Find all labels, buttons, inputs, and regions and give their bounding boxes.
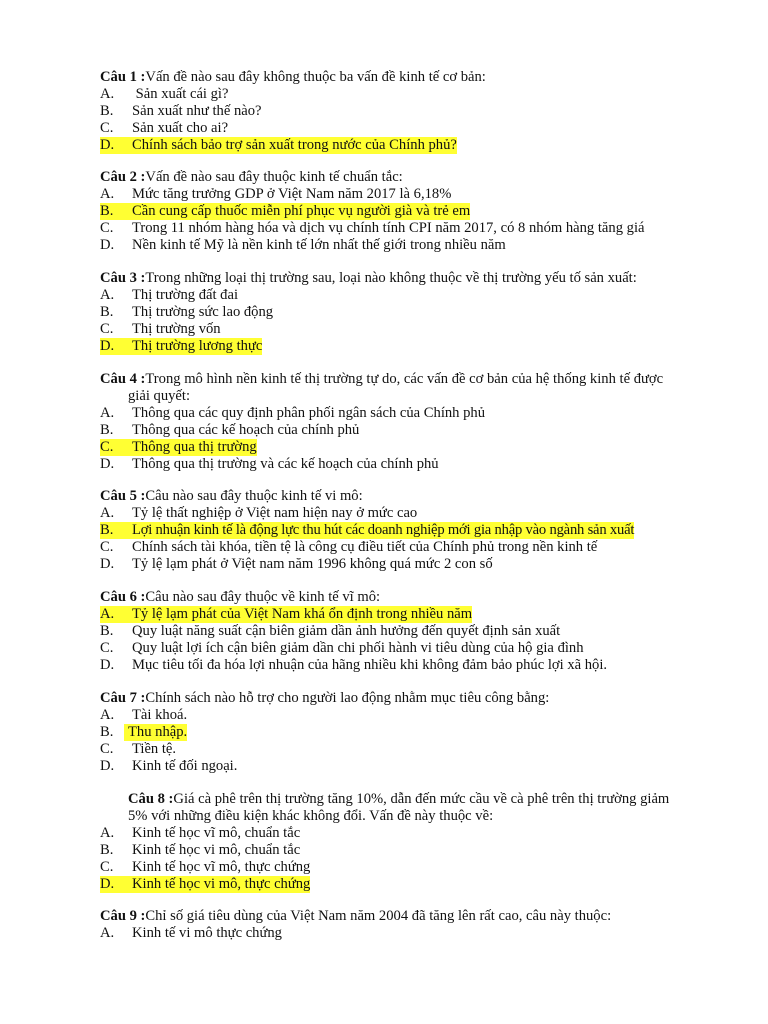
question-number: Câu 1 :	[100, 69, 146, 85]
option-d	[100, 758, 720, 775]
question-text-continued: giải quyết:	[128, 388, 191, 404]
option-text: Thị trường lương thực	[132, 338, 263, 354]
option-text: Tỷ lệ lạm phát của Việt Nam khá ổn định trong nhiều năm	[132, 606, 473, 622]
option-text: Tỷ lệ thất nghiệp ở Việt nam hiện nay ở mức cao	[132, 505, 418, 521]
option-a	[100, 186, 720, 203]
option-a	[100, 925, 720, 942]
option-text: Tài khoá.	[132, 707, 188, 723]
option-c	[100, 220, 720, 237]
option-text: Quy luật lợi ích cận biên giảm dần chi phối hành vi tiêu dùng của hộ gia đình	[132, 640, 584, 656]
option-text: Mức tăng trưởng GDP ở Việt Nam năm 2017 là 6,18%	[132, 186, 452, 202]
option-letter: A.	[100, 405, 115, 421]
option-a	[100, 86, 720, 103]
question-number: Câu 6 :	[100, 589, 146, 605]
option-text: Kinh tế vi mô thực chứng	[132, 925, 282, 941]
option-b	[100, 842, 720, 859]
option-text: Thông qua thị trường và các kế hoạch của chính phủ	[132, 456, 439, 472]
option-letter: B.	[100, 623, 114, 639]
option-letter: A.	[100, 86, 115, 102]
option-c	[100, 321, 720, 338]
option-letter: D.	[100, 137, 115, 153]
option-text: Thị trường đất đai	[132, 287, 239, 303]
option-d-correct	[100, 137, 720, 154]
option-letter: B.	[100, 842, 114, 858]
option-text: Lợi nhuận kinh tế là động lực thu hút các doanh nghiệp mới gia nhập vào ngành sản xuất	[132, 522, 635, 538]
option-text: Thị trường sức lao động	[132, 304, 274, 320]
option-a	[100, 405, 720, 422]
option-letter: C.	[100, 220, 114, 236]
option-letter: A.	[100, 505, 115, 521]
option-d-correct	[100, 338, 720, 355]
option-text: Thu nhập.	[124, 724, 187, 741]
option-c	[100, 539, 720, 556]
option-letter: B.	[100, 724, 114, 740]
option-letter: C.	[100, 741, 114, 757]
option-text: Sản xuất như thế nào?	[132, 103, 262, 119]
option-c	[100, 120, 720, 137]
question-8	[100, 791, 720, 893]
option-letter: A.	[100, 825, 115, 841]
option-d	[100, 456, 720, 473]
question-number: Câu 5 :	[100, 488, 146, 504]
question-number: Câu 8 :	[128, 791, 174, 807]
question-number: Câu 3 :	[100, 270, 146, 286]
option-letter: D.	[100, 338, 115, 354]
option-letter: A.	[100, 606, 115, 622]
option-b	[100, 304, 720, 321]
question-text: Vấn đề nào sau đây không thuộc ba vấn đề kinh tế cơ bản:	[145, 69, 486, 85]
option-letter: A.	[100, 925, 115, 941]
question-7	[100, 690, 720, 775]
option-letter: C.	[100, 640, 114, 656]
option-b-correct	[100, 724, 720, 741]
option-letter: D.	[100, 456, 115, 472]
option-a-correct	[100, 606, 720, 623]
question-text: Chính sách nào hỗ trợ cho người lao động nhằm mục tiêu công bằng:	[145, 690, 550, 706]
option-text: Tiền tệ.	[132, 741, 177, 757]
option-text: Nền kinh tế Mỹ là nền kinh tế lớn nhất thế giới trong nhiều năm	[132, 237, 506, 253]
option-letter: D.	[100, 876, 115, 892]
option-a	[100, 707, 720, 724]
option-text: Mục tiêu tối đa hóa lợi nhuận của hãng nhiều khi không đảm bảo phúc lợi xã hội.	[132, 657, 608, 673]
option-letter: D.	[100, 556, 115, 572]
option-letter: C.	[100, 321, 114, 337]
option-b	[100, 623, 720, 640]
option-b	[100, 422, 720, 439]
option-text: Chính sách bảo trợ sản xuất trong nước của Chính phủ?	[132, 137, 457, 153]
question-text: Giá cà phê trên thị trường tăng 10%, dẫn đến mức cầu về cà phê trên thị trường giảm	[173, 791, 670, 807]
question-text: Câu nào sau đây thuộc về kinh tế vĩ mô:	[145, 589, 381, 605]
option-letter: C.	[100, 439, 114, 455]
option-letter: D.	[100, 758, 115, 774]
option-a	[100, 825, 720, 842]
option-text: Thông qua các quy định phân phối ngân sách của Chính phủ	[132, 405, 486, 421]
option-text: Sản xuất cho ai?	[132, 120, 229, 136]
option-letter: B.	[100, 203, 114, 219]
option-letter: A.	[100, 287, 115, 303]
option-letter: B.	[100, 103, 114, 119]
option-text: Trong 11 nhóm hàng hóa và dịch vụ chính tính CPI năm 2017, có 8 nhóm hàng tăng giá	[132, 220, 645, 236]
option-a	[100, 505, 720, 522]
option-text: Tỷ lệ lạm phát ở Việt nam năm 1996 không quá mức 2 con số	[132, 556, 493, 572]
option-c	[100, 741, 720, 758]
question-text: Câu nào sau đây thuộc kinh tế vi mô:	[145, 488, 363, 504]
option-letter: C.	[100, 539, 114, 555]
question-number: Câu 9 :	[100, 908, 146, 924]
option-letter: A.	[100, 186, 115, 202]
option-d	[100, 556, 720, 573]
option-text: Cần cung cấp thuốc miễn phí phục vụ người già và trẻ em	[132, 203, 471, 219]
question-6	[100, 589, 720, 674]
question-1	[100, 69, 720, 154]
option-text: Thị trường vốn	[132, 321, 221, 337]
option-letter: C.	[100, 859, 114, 875]
option-b-correct	[100, 203, 720, 220]
option-c	[100, 859, 720, 876]
question-text: Chỉ số giá tiêu dùng của Việt Nam năm 2004 đã tăng lên rất cao, câu này thuộc:	[145, 908, 612, 924]
question-2	[100, 169, 720, 254]
option-d	[100, 237, 720, 254]
option-d-correct	[100, 876, 720, 893]
question-3	[100, 270, 720, 355]
option-c-correct	[100, 439, 720, 456]
option-text: Chính sách tài khóa, tiền tệ là công cụ điều tiết của Chính phủ trong nền kinh tế	[132, 539, 598, 555]
question-text-continued: 5% với những điều kiện khác không đổi. Vấn đề này thuộc về:	[128, 808, 494, 824]
option-text: Sản xuất cái gì?	[132, 86, 229, 102]
option-text: Kinh tế học vi mô, chuẩn tắc	[132, 842, 301, 858]
option-d	[100, 657, 720, 674]
option-letter: B.	[100, 422, 114, 438]
question-number: Câu 7 :	[100, 690, 146, 706]
option-b-correct	[100, 522, 720, 539]
option-letter: D.	[100, 237, 115, 253]
option-c	[100, 640, 720, 657]
option-a	[100, 287, 720, 304]
option-text: Kinh tế đối ngoại.	[132, 758, 238, 774]
option-text: Kinh tế học vĩ mô, thực chứng	[132, 859, 311, 875]
question-4	[100, 371, 720, 473]
option-letter: B.	[100, 304, 114, 320]
option-letter: B.	[100, 522, 114, 538]
option-text: Thông qua các kế hoạch của chính phủ	[132, 422, 360, 438]
question-9	[100, 908, 720, 942]
question-number: Câu 4 :	[100, 371, 146, 387]
option-letter: A.	[100, 707, 115, 723]
question-text: Vấn đề nào sau đây thuộc kinh tế chuẩn tắc:	[145, 169, 403, 185]
question-text: Trong mô hình nền kinh tế thị trường tự do, các vấn đề cơ bản của hệ thống kinh tế được	[145, 371, 664, 387]
question-text: Trong những loại thị trường sau, loại nào không thuộc về thị trường yếu tố sản xuất:	[145, 270, 637, 286]
option-text: Kinh tế học vĩ mô, chuẩn tắc	[132, 825, 301, 841]
option-letter: D.	[100, 657, 115, 673]
option-text: Kinh tế học vi mô, thực chứng	[132, 876, 311, 892]
option-text: Thông qua thị trường	[132, 439, 257, 455]
option-text: Quy luật năng suất cận biên giảm dần ảnh hưởng đến quyết định sản xuất	[132, 623, 561, 639]
option-b	[100, 103, 720, 120]
option-letter: C.	[100, 120, 114, 136]
question-5	[100, 488, 720, 573]
question-number: Câu 2 :	[100, 169, 146, 185]
